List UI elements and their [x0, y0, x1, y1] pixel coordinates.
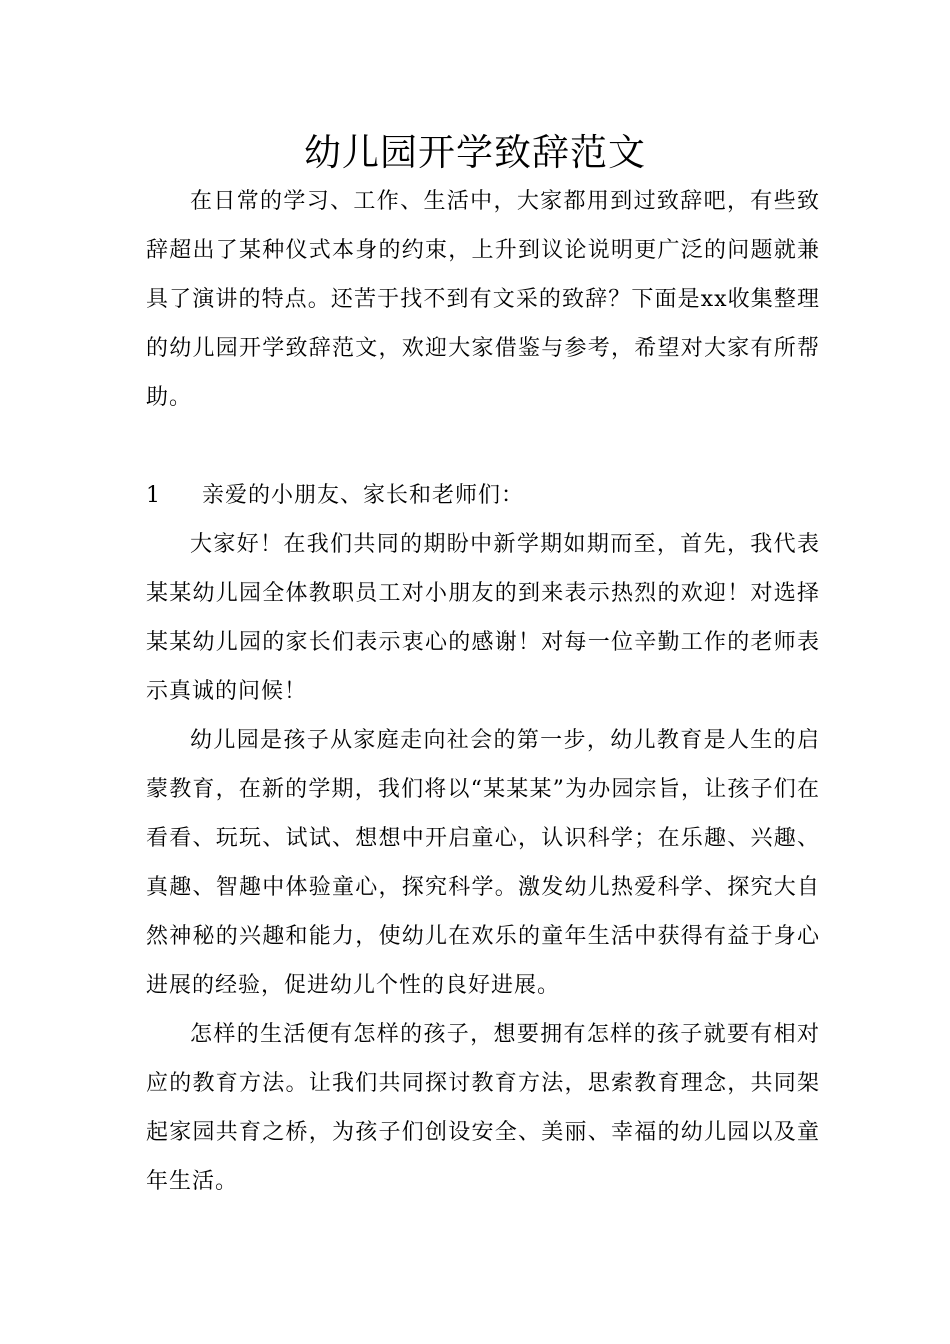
body-paragraph-greeting: 大家好！在我们共同的期盼中新学期如期而至，首先，我代表某某幼儿园全体教职员工对小朋友的到来表示热烈的欢迎！对选择某某幼儿园的家长们表示衷心的感谢！对每一位辛勤工作的老师表示真诚的问候！: [146, 532, 820, 704]
blank-line: [146, 422, 820, 471]
document-body: [146, 177, 820, 1206]
section-number: 1: [146, 483, 161, 508]
document-title: 幼儿园开学致辞范文: [304, 131, 646, 174]
salutation: 亲爱的小朋友、家长和老师们：: [202, 483, 525, 508]
body-paragraph-education: 怎样的生活便有怎样的孩子，想要拥有怎样的孩子就要有相对应的教育方法。让我们共同探讨教育方法，思索教育理念，共同架起家园共育之桥，为孩子们创设安全、美丽、幸福的幼儿园以及童年生活。: [146, 1022, 820, 1194]
intro-paragraph: 在日常的学习、工作、生活中，大家都用到过致辞吧，有些致辞超出了某种仪式本身的约束，上升到议论说明更广泛的问题就兼具了演讲的特点。还苦于找不到有文采的致辞？下面是xx收集整理的幼儿园开学致辞范文，欢迎大家借鉴与参考，希望对大家有所帮助。: [146, 189, 820, 410]
body-paragraph-mission: 幼儿园是孩子从家庭走向社会的第一步，幼儿教育是人生的启蒙教育，在新的学期，我们将以“某某某”为办园宗旨，让孩子们在看看、玩玩、试试、想想中开启童心，认识科学；在乐趣、兴趣、真趣、智趣中体验童心，探究科学。激发幼儿热爱科学、探究大自然神秘的兴趣和能力，使幼儿在欢乐的童年生活中获得有益于身心进展的经验，促进幼儿个性的良好进展。: [146, 728, 820, 998]
section-heading: [146, 471, 820, 520]
